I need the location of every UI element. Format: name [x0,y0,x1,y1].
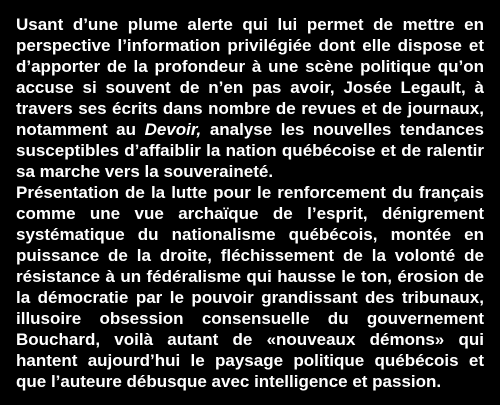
text-line: Présentation de la lutte pour le renforcement du français [16,183,484,202]
text-line: d’apporter de la profondeur à une scène politique qu’on [16,57,484,76]
text-line [16,119,484,140]
text-line: Bouchard, voilà autant de «nouveaux démons» qui [16,330,484,349]
text-line: puissance de la droite, fléchissement de la volonté de [16,246,484,265]
back-cover-text [16,14,484,392]
paragraph-themes [16,182,484,392]
text-line: sa marche vers la souveraineté. [16,162,274,181]
text-line: systématique du nationalisme québécois, montée en [16,225,484,244]
text-segment: analyse les nouvelles tendances [201,120,484,139]
text-line: comme une vue archaïque de l’esprit, dénigrement [16,204,484,223]
text-line: illusoire obsession consensuelle du gouvernement [16,309,484,328]
text-line: Usant d’une plume alerte qui lui permet de mettre en [16,15,484,34]
text-line: perspective l’information privilégiée dont elle dispose et [16,36,484,55]
paragraph-intro [16,14,484,182]
text-segment: notamment au [16,120,145,139]
text-line: hantent aujourd’hui le paysage politique québécois et [16,351,484,370]
newspaper-title: Devoir, [144,120,202,139]
text-line: résistance à un fédéralisme qui hausse le ton, érosion de [16,267,484,286]
text-line: travers ses écrits dans nombre de revues et de journaux, [16,99,484,118]
text-line: que l’auteure débusque avec intelligence et passion. [16,372,442,391]
text-line: accuse si souvent de n’en pas avoir, Josée Legault, à [16,78,484,97]
text-line: susceptibles d’affaiblir la nation québécoise et de ralentir [16,141,484,160]
text-line: la démocratie par le pouvoir grandissant des tribunaux, [16,288,484,307]
